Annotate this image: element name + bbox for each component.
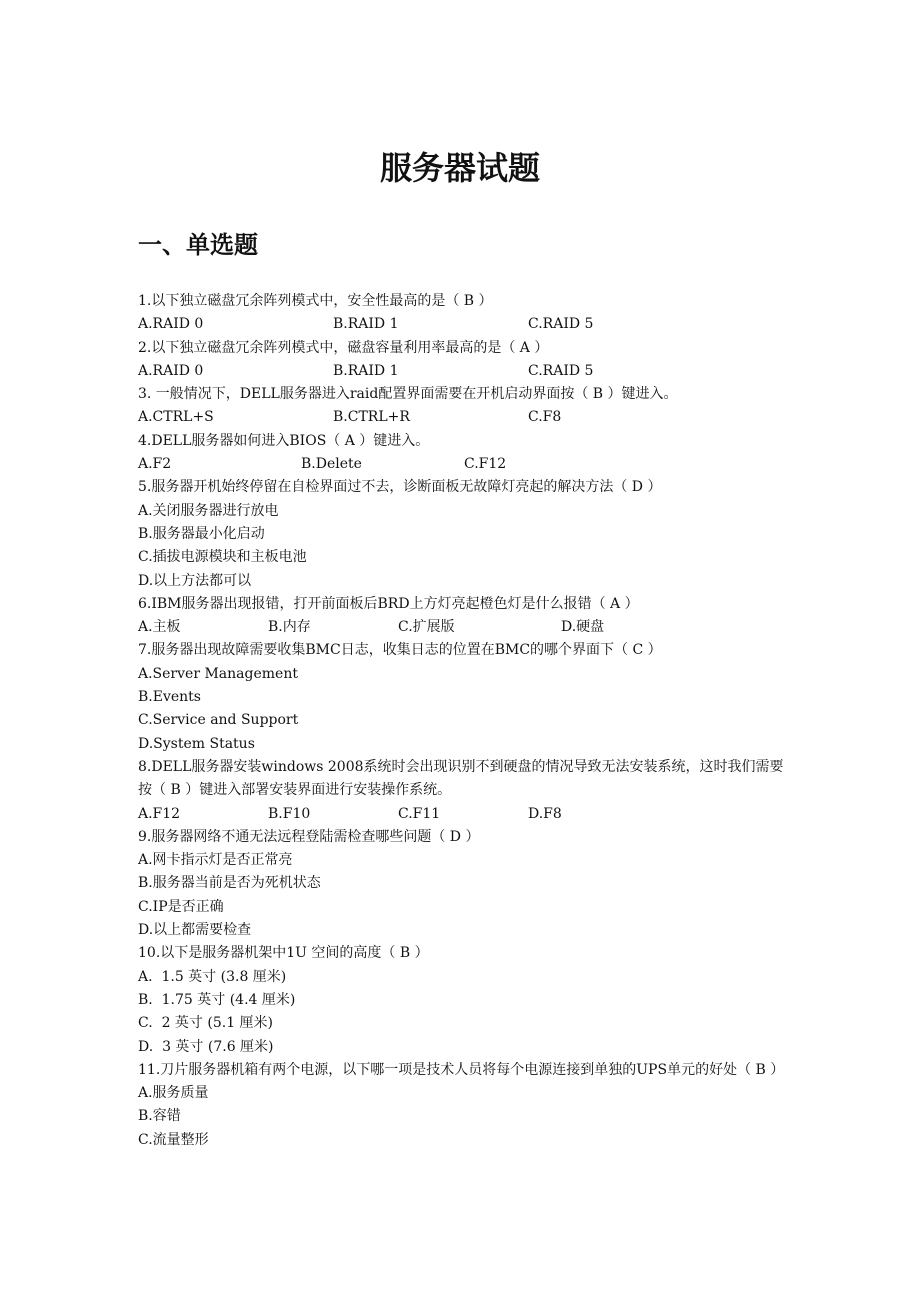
option-c: C.扩展版 xyxy=(398,619,455,636)
option-d: D.F8 xyxy=(528,805,562,822)
question-8-options xyxy=(138,803,790,826)
question-2-stem: 2.以下独立磁盘冗余阵列模式中，磁盘容量利用率最高的是（ A ） xyxy=(138,339,549,356)
option-d: D.System Status xyxy=(138,735,255,752)
option-a: A.服务质量 xyxy=(138,1085,209,1102)
option-a: A.F2 xyxy=(138,456,172,473)
question-1-stem: 1.以下独立磁盘冗余阵列模式中，安全性最高的是（ B ） xyxy=(138,293,493,309)
option-a: A.关闭服务器进行放电 xyxy=(138,502,279,519)
question-9-stem: 9.服务器网络不通无法远程登陆需检查哪些问题（ D ） xyxy=(138,828,480,845)
option-d: D.硬盘 xyxy=(561,619,605,636)
question-4-stem: 4.DELL服务器如何进入BIOS（ A ）键进入。 xyxy=(138,432,430,449)
option-d: D.以上都需要检查 xyxy=(138,922,252,939)
option-a: A.RAID 0 xyxy=(138,362,204,379)
question-8-stem: 8.DELL服务器安装windows 2008系统时会出现识别不到硬盘的情况导致无法安装系统，这时我们需要按（ B ）键进入部署安装界面进行安装操作系统。 xyxy=(138,758,784,799)
option-c: C.RAID 5 xyxy=(528,316,594,333)
question-list xyxy=(138,290,790,1152)
option-b: B.RAID 1 xyxy=(333,362,399,379)
option-b: B.内存 xyxy=(268,619,311,636)
option-a: A.Server Management xyxy=(138,665,298,682)
option-a: A.主板 xyxy=(138,619,181,636)
option-c: C.插拔电源模块和主板电池 xyxy=(138,549,307,566)
option-b: B.F10 xyxy=(268,805,311,822)
option-c: C.F8 xyxy=(528,409,562,426)
question-4-options xyxy=(138,453,790,476)
option-c: C.RAID 5 xyxy=(528,362,594,379)
question-1-options xyxy=(138,313,790,336)
question-6-stem: 6.IBM服务器出现报错，打开前面板后BRD上方灯亮起橙色灯是什么报错（ A ） xyxy=(138,595,639,612)
question-3-options xyxy=(138,406,790,429)
option-b: B.容错 xyxy=(138,1108,181,1125)
option-c: C.F11 xyxy=(398,805,441,822)
option-c: C.IP是否正确 xyxy=(138,898,224,915)
option-b: B. 1.75 英寸 (4.4 厘米) xyxy=(138,991,296,1008)
option-d: D. 3 英寸 (7.6 厘米) xyxy=(138,1038,274,1055)
option-d: D.以上方法都可以 xyxy=(138,572,252,589)
page-title: 服务器试题 xyxy=(379,149,540,187)
option-c: C.流量整形 xyxy=(138,1131,209,1148)
option-a: A.F12 xyxy=(138,805,181,822)
option-b: B.RAID 1 xyxy=(333,316,399,333)
option-b: B.CTRL+R xyxy=(333,409,410,426)
question-2-options xyxy=(138,360,790,383)
question-7-stem: 7.服务器出现故障需要收集BMC日志，收集日志的位置在BMC的哪个界面下（ C ） xyxy=(138,642,662,659)
option-b: B.Delete xyxy=(301,456,362,473)
option-c: C. 2 英寸 (5.1 厘米) xyxy=(138,1015,274,1032)
option-a: A.CTRL+S xyxy=(138,409,214,426)
option-a: A. 1.5 英寸 (3.8 厘米) xyxy=(138,968,287,985)
option-a: A.RAID 0 xyxy=(138,316,204,333)
option-c: C.Service and Support xyxy=(138,712,299,729)
option-b: B.服务器当前是否为死机状态 xyxy=(138,875,321,892)
question-5-stem: 5.服务器开机始终停留在自检界面过不去，诊断面板无故障灯亮起的解决方法（ D ） xyxy=(138,479,662,496)
option-c: C.F12 xyxy=(464,456,507,473)
question-6-options xyxy=(138,616,790,639)
option-b: B.服务器最小化启动 xyxy=(138,525,265,542)
option-a: A.网卡指示灯是否正常亮 xyxy=(138,852,293,869)
option-b: B.Events xyxy=(138,689,201,706)
section-heading: 一、单选题 xyxy=(138,231,258,259)
question-10-stem: 10.以下是服务器机架中1U 空间的高度（ B ） xyxy=(138,945,429,962)
question-11-stem: 11.刀片服务器机箱有两个电源，以下哪一项是技术人员将每个电源连接到单独的UPS单元的好处（ B ） xyxy=(138,1061,785,1078)
question-3-stem: 3. 一般情况下，DELL服务器进入raid配置界面需要在开机启动界面按（ B ）键进入。 xyxy=(138,386,678,403)
